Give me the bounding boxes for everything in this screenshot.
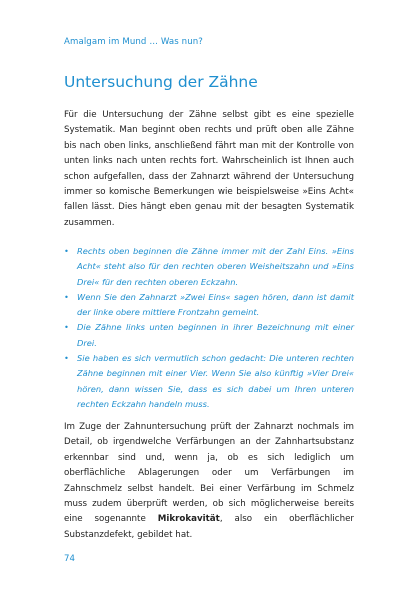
list-item-text: Die Zähne links unten beginnen in ihrer Bezeichnung mit einer Drei. — [77, 322, 354, 348]
list-item — [64, 320, 354, 351]
bold-term: Mikrokavität — [157, 514, 220, 525]
paragraph-text: , also ein oberflächlicher Substanzdefekt, gebildet hat. — [64, 514, 354, 540]
bullet-icon: • — [64, 322, 69, 333]
paragraph-examination — [64, 420, 354, 543]
list-item-text: Wenn Sie den Zahnarzt »Zwei Eins« sagen hören, dann ist damit der linke obere mittlere Frontzahn gemeint. — [77, 291, 354, 318]
paragraph-text: Im Zuge der Zahnuntersuchung prüft der Zahnarzt nochmals im Detail, ob irgendwelche Verfärbungen an der Zahnhartsubstanz erkennbar sind und, wenn ja, ob es sich lediglich um oberflächliche Ablagerungen oder um Verfärbungen im Zahnschmelz selbst handelt. Bei einer Verfärbung im Schmelz muss zudem überprüft werden, ob sich möglicherweise bereits eine sogenannte — [64, 422, 354, 525]
list-item-text: Rechts oben beginnen die Zähne immer mit der Zahl Eins. »Eins Acht« steht also für den rechten oberen Weisheitszahn und »Eins Drei« für den rechten oberen Eckzahn. — [77, 246, 354, 287]
bullet-icon: • — [64, 246, 69, 256]
running-head: Amalgam im Mund … Was nun? — [64, 37, 203, 47]
bullet-icon: • — [64, 353, 69, 364]
bullet-icon: • — [64, 291, 69, 302]
list-item-text: Sie haben es sich vermutlich schon gedacht: Die unteren rechten Zähne beginnen mit einer Vier. Wenn Sie also künftig »Vier Drei« hören, dann wissen Sie, dass es sich dabei um Ihren unteren rechten Eckzahn handeln muss. — [77, 353, 354, 409]
list-item — [64, 351, 354, 412]
paragraph-intro: Für die Untersuchung der Zähne selbst gibt es eine spezielle Systematik. Man beginnt oben rechts und prüft oben alle Zähne bis nach oben links, anschließend fährt man mit der Kontrolle von unten links nach unten rechts fort. Wahrscheinlich ist Ihnen auch schon aufgefallen, dass der Zahnarzt während der Untersuchung immer so komische Bemerkungen wie beispielsweise »Eins Acht« fallen lässt. Dies hängt eben genau mit der besagten Systematik zusammen. — [64, 110, 354, 228]
bullet-list — [64, 244, 354, 412]
list-item — [64, 244, 354, 290]
section-title: Untersuchung der Zähne — [64, 73, 258, 91]
list-item — [64, 290, 354, 321]
page-number: 74 — [64, 554, 75, 564]
